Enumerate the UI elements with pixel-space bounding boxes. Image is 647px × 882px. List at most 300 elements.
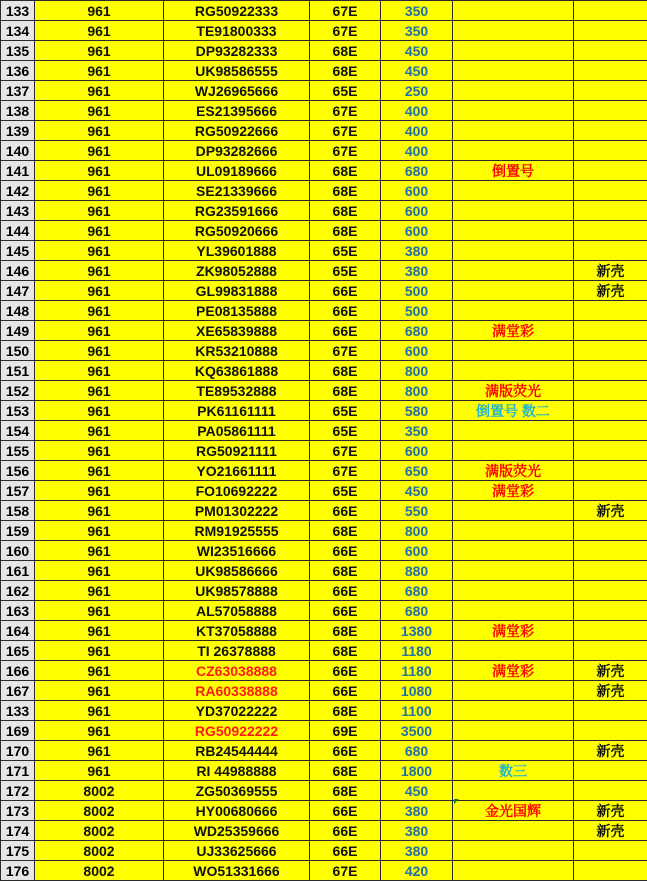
- cell-shell[interactable]: [574, 601, 647, 621]
- cell-serial-code[interactable]: UK98586555: [164, 61, 310, 81]
- cell-amount[interactable]: 380: [381, 841, 453, 861]
- cell-shell[interactable]: [574, 421, 647, 441]
- cell-amount[interactable]: 680: [381, 601, 453, 621]
- cell-amount[interactable]: 680: [381, 161, 453, 181]
- cell-serial-code[interactable]: RA60338888: [164, 681, 310, 701]
- cell-grade[interactable]: 66E: [310, 321, 381, 341]
- cell-series[interactable]: 8002: [35, 801, 164, 821]
- cell-note[interactable]: [453, 421, 574, 441]
- cell-note[interactable]: [453, 21, 574, 41]
- cell-serial-code[interactable]: KQ63861888: [164, 361, 310, 381]
- cell-note[interactable]: 金光国辉: [453, 801, 574, 821]
- cell-serial-code[interactable]: AL57058888: [164, 601, 310, 621]
- cell-serial-code[interactable]: PE08135888: [164, 301, 310, 321]
- cell-serial-code[interactable]: TI 26378888: [164, 641, 310, 661]
- cell-note[interactable]: [453, 1, 574, 21]
- cell-shell[interactable]: [574, 101, 647, 121]
- cell-grade[interactable]: 68E: [310, 221, 381, 241]
- cell-grade[interactable]: 66E: [310, 301, 381, 321]
- cell-series[interactable]: 961: [35, 141, 164, 161]
- row-header[interactable]: 155: [1, 441, 35, 461]
- cell-series[interactable]: 961: [35, 81, 164, 101]
- row-header[interactable]: 154: [1, 421, 35, 441]
- cell-amount[interactable]: 680: [381, 581, 453, 601]
- row-header[interactable]: 148: [1, 301, 35, 321]
- cell-shell[interactable]: [574, 201, 647, 221]
- cell-grade[interactable]: 65E: [310, 481, 381, 501]
- cell-amount[interactable]: 600: [381, 201, 453, 221]
- row-header[interactable]: 162: [1, 581, 35, 601]
- cell-serial-code[interactable]: HY00680666: [164, 801, 310, 821]
- row-header[interactable]: 137: [1, 81, 35, 101]
- row-header[interactable]: 138: [1, 101, 35, 121]
- cell-shell[interactable]: [574, 761, 647, 781]
- row-header[interactable]: 158: [1, 501, 35, 521]
- cell-note[interactable]: 满版荧光: [453, 381, 574, 401]
- cell-series[interactable]: 961: [35, 581, 164, 601]
- cell-series[interactable]: 961: [35, 161, 164, 181]
- cell-grade[interactable]: 67E: [310, 461, 381, 481]
- row-header[interactable]: 133: [1, 701, 35, 721]
- cell-serial-code[interactable]: RG50920666: [164, 221, 310, 241]
- cell-grade[interactable]: 65E: [310, 401, 381, 421]
- cell-serial-code[interactable]: RI 44988888: [164, 761, 310, 781]
- row-header[interactable]: 169: [1, 721, 35, 741]
- cell-serial-code[interactable]: UK98578888: [164, 581, 310, 601]
- cell-series[interactable]: 961: [35, 481, 164, 501]
- cell-note[interactable]: 数三: [453, 761, 574, 781]
- cell-series[interactable]: 961: [35, 321, 164, 341]
- cell-serial-code[interactable]: WD25359666: [164, 821, 310, 841]
- cell-series[interactable]: 961: [35, 701, 164, 721]
- cell-note[interactable]: [453, 221, 574, 241]
- row-header[interactable]: 149: [1, 321, 35, 341]
- cell-series[interactable]: 961: [35, 621, 164, 641]
- cell-grade[interactable]: 67E: [310, 1, 381, 21]
- cell-note[interactable]: 满堂彩: [453, 621, 574, 641]
- cell-note[interactable]: [453, 181, 574, 201]
- cell-serial-code[interactable]: UJ33625666: [164, 841, 310, 861]
- cell-amount[interactable]: 600: [381, 181, 453, 201]
- cell-serial-code[interactable]: ES21395666: [164, 101, 310, 121]
- cell-amount[interactable]: 650: [381, 461, 453, 481]
- cell-series[interactable]: 961: [35, 461, 164, 481]
- cell-note[interactable]: [453, 741, 574, 761]
- cell-series[interactable]: 961: [35, 541, 164, 561]
- cell-grade[interactable]: 68E: [310, 181, 381, 201]
- cell-series[interactable]: 961: [35, 381, 164, 401]
- cell-grade[interactable]: 68E: [310, 761, 381, 781]
- cell-serial-code[interactable]: ZG50369555: [164, 781, 310, 801]
- cell-grade[interactable]: 68E: [310, 781, 381, 801]
- cell-grade[interactable]: 68E: [310, 61, 381, 81]
- cell-grade[interactable]: 66E: [310, 841, 381, 861]
- cell-grade[interactable]: 68E: [310, 201, 381, 221]
- cell-serial-code[interactable]: RG50922222: [164, 721, 310, 741]
- cell-amount[interactable]: 380: [381, 821, 453, 841]
- cell-shell[interactable]: 新壳: [574, 801, 647, 821]
- cell-shell[interactable]: 新壳: [574, 741, 647, 761]
- cell-series[interactable]: 961: [35, 421, 164, 441]
- cell-note[interactable]: [453, 61, 574, 81]
- cell-series[interactable]: 8002: [35, 781, 164, 801]
- cell-amount[interactable]: 1080: [381, 681, 453, 701]
- cell-shell[interactable]: 新壳: [574, 261, 647, 281]
- cell-series[interactable]: 961: [35, 681, 164, 701]
- cell-amount[interactable]: 1100: [381, 701, 453, 721]
- row-header[interactable]: 165: [1, 641, 35, 661]
- cell-serial-code[interactable]: KR53210888: [164, 341, 310, 361]
- row-header[interactable]: 142: [1, 181, 35, 201]
- cell-grade[interactable]: 66E: [310, 741, 381, 761]
- cell-amount[interactable]: 800: [381, 361, 453, 381]
- cell-amount[interactable]: 450: [381, 481, 453, 501]
- cell-note[interactable]: [453, 581, 574, 601]
- row-header[interactable]: 171: [1, 761, 35, 781]
- cell-serial-code[interactable]: TE89532888: [164, 381, 310, 401]
- row-header[interactable]: 144: [1, 221, 35, 241]
- row-header[interactable]: 160: [1, 541, 35, 561]
- cell-grade[interactable]: 69E: [310, 721, 381, 741]
- cell-grade[interactable]: 66E: [310, 541, 381, 561]
- row-header[interactable]: 135: [1, 41, 35, 61]
- cell-note[interactable]: [453, 241, 574, 261]
- cell-shell[interactable]: [574, 521, 647, 541]
- cell-serial-code[interactable]: YO21661111: [164, 461, 310, 481]
- cell-amount[interactable]: 450: [381, 61, 453, 81]
- cell-grade[interactable]: 67E: [310, 441, 381, 461]
- row-header[interactable]: 140: [1, 141, 35, 161]
- cell-serial-code[interactable]: FO10692222: [164, 481, 310, 501]
- cell-note[interactable]: [453, 841, 574, 861]
- cell-grade[interactable]: 66E: [310, 601, 381, 621]
- cell-note[interactable]: [453, 261, 574, 281]
- cell-series[interactable]: 8002: [35, 841, 164, 861]
- cell-note[interactable]: [453, 861, 574, 881]
- cell-grade[interactable]: 68E: [310, 561, 381, 581]
- cell-serial-code[interactable]: UL09189666: [164, 161, 310, 181]
- cell-series[interactable]: 961: [35, 1, 164, 21]
- cell-series[interactable]: 961: [35, 241, 164, 261]
- cell-amount[interactable]: 400: [381, 121, 453, 141]
- cell-serial-code[interactable]: KT37058888: [164, 621, 310, 641]
- cell-note[interactable]: [453, 781, 574, 801]
- cell-amount[interactable]: 450: [381, 41, 453, 61]
- cell-note[interactable]: [453, 641, 574, 661]
- cell-series[interactable]: 961: [35, 661, 164, 681]
- cell-serial-code[interactable]: TE91800333: [164, 21, 310, 41]
- cell-shell[interactable]: [574, 41, 647, 61]
- cell-amount[interactable]: 880: [381, 561, 453, 581]
- row-header[interactable]: 152: [1, 381, 35, 401]
- cell-amount[interactable]: 550: [381, 501, 453, 521]
- cell-shell[interactable]: [574, 841, 647, 861]
- cell-grade[interactable]: 66E: [310, 501, 381, 521]
- cell-shell[interactable]: [574, 241, 647, 261]
- cell-series[interactable]: 961: [35, 341, 164, 361]
- cell-amount[interactable]: 600: [381, 221, 453, 241]
- cell-note[interactable]: [453, 361, 574, 381]
- cell-series[interactable]: 8002: [35, 821, 164, 841]
- cell-series[interactable]: 8002: [35, 861, 164, 881]
- cell-amount[interactable]: 600: [381, 341, 453, 361]
- cell-amount[interactable]: 400: [381, 141, 453, 161]
- cell-shell[interactable]: [574, 621, 647, 641]
- cell-grade[interactable]: 65E: [310, 261, 381, 281]
- cell-shell[interactable]: [574, 381, 647, 401]
- cell-series[interactable]: 961: [35, 361, 164, 381]
- cell-shell[interactable]: [574, 121, 647, 141]
- cell-serial-code[interactable]: DP93282333: [164, 41, 310, 61]
- cell-shell[interactable]: [574, 361, 647, 381]
- cell-note[interactable]: [453, 561, 574, 581]
- cell-shell[interactable]: 新壳: [574, 501, 647, 521]
- cell-series[interactable]: 961: [35, 21, 164, 41]
- cell-grade[interactable]: 67E: [310, 341, 381, 361]
- cell-serial-code[interactable]: WI23516666: [164, 541, 310, 561]
- cell-grade[interactable]: 65E: [310, 241, 381, 261]
- cell-grade[interactable]: 68E: [310, 161, 381, 181]
- cell-note[interactable]: [453, 341, 574, 361]
- row-header[interactable]: 141: [1, 161, 35, 181]
- cell-series[interactable]: 961: [35, 501, 164, 521]
- cell-amount[interactable]: 420: [381, 861, 453, 881]
- row-header[interactable]: 151: [1, 361, 35, 381]
- cell-series[interactable]: 961: [35, 121, 164, 141]
- cell-amount[interactable]: 800: [381, 381, 453, 401]
- cell-grade[interactable]: 65E: [310, 81, 381, 101]
- row-header[interactable]: 150: [1, 341, 35, 361]
- row-header[interactable]: 143: [1, 201, 35, 221]
- row-header[interactable]: 170: [1, 741, 35, 761]
- cell-series[interactable]: 961: [35, 61, 164, 81]
- row-header[interactable]: 136: [1, 61, 35, 81]
- cell-amount[interactable]: 450: [381, 781, 453, 801]
- row-header[interactable]: 133: [1, 1, 35, 21]
- cell-note[interactable]: [453, 201, 574, 221]
- cell-serial-code[interactable]: WO51331666: [164, 861, 310, 881]
- cell-serial-code[interactable]: DP93282666: [164, 141, 310, 161]
- cell-serial-code[interactable]: PA05861111: [164, 421, 310, 441]
- cell-shell[interactable]: [574, 181, 647, 201]
- cell-amount[interactable]: 600: [381, 441, 453, 461]
- cell-shell[interactable]: [574, 21, 647, 41]
- cell-shell[interactable]: [574, 481, 647, 501]
- cell-shell[interactable]: [574, 81, 647, 101]
- cell-grade[interactable]: 68E: [310, 41, 381, 61]
- cell-shell[interactable]: 新壳: [574, 681, 647, 701]
- row-header[interactable]: 157: [1, 481, 35, 501]
- row-header[interactable]: 139: [1, 121, 35, 141]
- cell-serial-code[interactable]: YL39601888: [164, 241, 310, 261]
- cell-note[interactable]: [453, 501, 574, 521]
- cell-serial-code[interactable]: GL99831888: [164, 281, 310, 301]
- cell-note[interactable]: 倒置号 数二: [453, 401, 574, 421]
- cell-series[interactable]: 961: [35, 41, 164, 61]
- cell-amount[interactable]: 380: [381, 261, 453, 281]
- cell-serial-code[interactable]: UK98586666: [164, 561, 310, 581]
- row-header[interactable]: 161: [1, 561, 35, 581]
- cell-note[interactable]: [453, 121, 574, 141]
- cell-series[interactable]: 961: [35, 741, 164, 761]
- cell-serial-code[interactable]: PK61161111: [164, 401, 310, 421]
- cell-shell[interactable]: [574, 141, 647, 161]
- cell-shell[interactable]: [574, 341, 647, 361]
- cell-amount[interactable]: 680: [381, 321, 453, 341]
- cell-shell[interactable]: [574, 861, 647, 881]
- cell-amount[interactable]: 500: [381, 281, 453, 301]
- cell-shell[interactable]: [574, 221, 647, 241]
- cell-note[interactable]: [453, 101, 574, 121]
- cell-grade[interactable]: 68E: [310, 621, 381, 641]
- cell-note[interactable]: [453, 441, 574, 461]
- cell-shell[interactable]: [574, 561, 647, 581]
- cell-grade[interactable]: 68E: [310, 641, 381, 661]
- cell-series[interactable]: 961: [35, 221, 164, 241]
- cell-amount[interactable]: 350: [381, 1, 453, 21]
- cell-serial-code[interactable]: CZ63038888: [164, 661, 310, 681]
- cell-shell[interactable]: [574, 441, 647, 461]
- cell-serial-code[interactable]: RG50922666: [164, 121, 310, 141]
- cell-serial-code[interactable]: RM91925555: [164, 521, 310, 541]
- cell-series[interactable]: 961: [35, 401, 164, 421]
- row-header[interactable]: 172: [1, 781, 35, 801]
- row-header[interactable]: 147: [1, 281, 35, 301]
- row-header[interactable]: 156: [1, 461, 35, 481]
- cell-amount[interactable]: 500: [381, 301, 453, 321]
- cell-series[interactable]: 961: [35, 281, 164, 301]
- cell-note[interactable]: [453, 701, 574, 721]
- cell-shell[interactable]: [574, 161, 647, 181]
- cell-note[interactable]: 满堂彩: [453, 661, 574, 681]
- cell-shell[interactable]: [574, 401, 647, 421]
- cell-shell[interactable]: [574, 61, 647, 81]
- cell-grade[interactable]: 67E: [310, 141, 381, 161]
- cell-note[interactable]: [453, 681, 574, 701]
- cell-note[interactable]: [453, 141, 574, 161]
- cell-grade[interactable]: 67E: [310, 101, 381, 121]
- cell-amount[interactable]: 250: [381, 81, 453, 101]
- cell-series[interactable]: 961: [35, 561, 164, 581]
- cell-note[interactable]: 倒置号: [453, 161, 574, 181]
- cell-note[interactable]: [453, 721, 574, 741]
- row-header[interactable]: 173: [1, 801, 35, 821]
- cell-amount[interactable]: 1180: [381, 661, 453, 681]
- cell-note[interactable]: [453, 41, 574, 61]
- cell-shell[interactable]: [574, 321, 647, 341]
- cell-grade[interactable]: 66E: [310, 581, 381, 601]
- cell-series[interactable]: 961: [35, 721, 164, 741]
- cell-amount[interactable]: 3500: [381, 721, 453, 741]
- row-header[interactable]: 163: [1, 601, 35, 621]
- cell-series[interactable]: 961: [35, 601, 164, 621]
- cell-shell[interactable]: [574, 461, 647, 481]
- cell-shell[interactable]: 新壳: [574, 821, 647, 841]
- cell-serial-code[interactable]: WJ26965666: [164, 81, 310, 101]
- cell-serial-code[interactable]: ZK98052888: [164, 261, 310, 281]
- cell-grade[interactable]: 68E: [310, 381, 381, 401]
- cell-note[interactable]: [453, 301, 574, 321]
- cell-amount[interactable]: 580: [381, 401, 453, 421]
- cell-shell[interactable]: 新壳: [574, 661, 647, 681]
- cell-note[interactable]: [453, 821, 574, 841]
- cell-grade[interactable]: 67E: [310, 861, 381, 881]
- cell-serial-code[interactable]: YD37022222: [164, 701, 310, 721]
- cell-amount[interactable]: 350: [381, 421, 453, 441]
- cell-series[interactable]: 961: [35, 641, 164, 661]
- cell-shell[interactable]: [574, 581, 647, 601]
- cell-note[interactable]: [453, 81, 574, 101]
- cell-note[interactable]: [453, 521, 574, 541]
- cell-shell[interactable]: [574, 1, 647, 21]
- cell-note[interactable]: 满版荧光: [453, 461, 574, 481]
- cell-series[interactable]: 961: [35, 201, 164, 221]
- cell-amount[interactable]: 350: [381, 21, 453, 41]
- cell-serial-code[interactable]: RG50922333: [164, 1, 310, 21]
- row-header[interactable]: 175: [1, 841, 35, 861]
- cell-series[interactable]: 961: [35, 181, 164, 201]
- cell-note[interactable]: [453, 601, 574, 621]
- cell-series[interactable]: 961: [35, 301, 164, 321]
- cell-note[interactable]: [453, 541, 574, 561]
- row-header[interactable]: 164: [1, 621, 35, 641]
- cell-amount[interactable]: 680: [381, 741, 453, 761]
- cell-grade[interactable]: 65E: [310, 421, 381, 441]
- cell-shell[interactable]: [574, 541, 647, 561]
- cell-shell[interactable]: [574, 641, 647, 661]
- cell-note[interactable]: [453, 281, 574, 301]
- cell-shell[interactable]: [574, 721, 647, 741]
- cell-serial-code[interactable]: SE21339666: [164, 181, 310, 201]
- cell-amount[interactable]: 1380: [381, 621, 453, 641]
- cell-series[interactable]: 961: [35, 761, 164, 781]
- cell-series[interactable]: 961: [35, 521, 164, 541]
- cell-shell[interactable]: [574, 781, 647, 801]
- row-header[interactable]: 167: [1, 681, 35, 701]
- cell-amount[interactable]: 380: [381, 241, 453, 261]
- cell-serial-code[interactable]: XE65839888: [164, 321, 310, 341]
- cell-shell[interactable]: [574, 301, 647, 321]
- cell-grade[interactable]: 66E: [310, 681, 381, 701]
- cell-amount[interactable]: 600: [381, 541, 453, 561]
- cell-amount[interactable]: 1180: [381, 641, 453, 661]
- row-header[interactable]: 145: [1, 241, 35, 261]
- cell-series[interactable]: 961: [35, 101, 164, 121]
- cell-grade[interactable]: 68E: [310, 521, 381, 541]
- cell-grade[interactable]: 68E: [310, 361, 381, 381]
- cell-serial-code[interactable]: PM01302222: [164, 501, 310, 521]
- cell-note[interactable]: 满堂彩: [453, 321, 574, 341]
- cell-grade[interactable]: 66E: [310, 281, 381, 301]
- row-header[interactable]: 146: [1, 261, 35, 281]
- row-header[interactable]: 166: [1, 661, 35, 681]
- cell-serial-code[interactable]: RG23591666: [164, 201, 310, 221]
- row-header[interactable]: 174: [1, 821, 35, 841]
- cell-note[interactable]: 满堂彩: [453, 481, 574, 501]
- cell-series[interactable]: 961: [35, 261, 164, 281]
- row-header[interactable]: 176: [1, 861, 35, 881]
- cell-amount[interactable]: 400: [381, 101, 453, 121]
- cell-series[interactable]: 961: [35, 441, 164, 461]
- cell-grade[interactable]: 66E: [310, 661, 381, 681]
- cell-serial-code[interactable]: RB24544444: [164, 741, 310, 761]
- cell-grade[interactable]: 66E: [310, 821, 381, 841]
- cell-grade[interactable]: 66E: [310, 801, 381, 821]
- cell-grade[interactable]: 67E: [310, 21, 381, 41]
- cell-amount[interactable]: 1800: [381, 761, 453, 781]
- row-header[interactable]: 159: [1, 521, 35, 541]
- cell-amount[interactable]: 380: [381, 801, 453, 821]
